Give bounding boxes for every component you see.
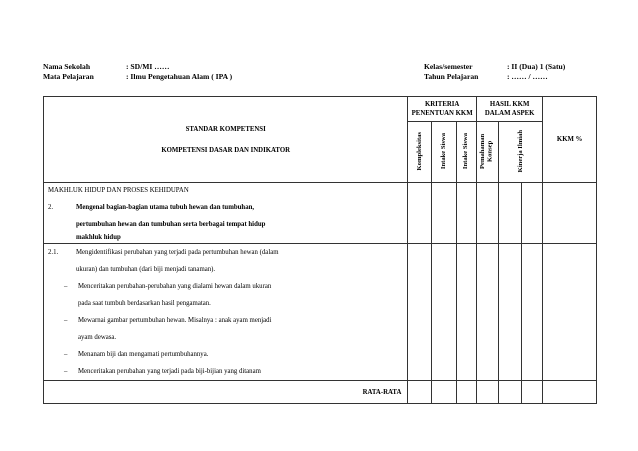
indicator-item-cont	[44, 329, 407, 346]
intake-siswa-cell-1	[431, 122, 456, 183]
sk-text	[44, 199, 407, 243]
pemahaman-konsep-cell	[476, 122, 499, 183]
indicator-item	[44, 312, 407, 329]
empty-cell	[431, 244, 456, 381]
empty-cell	[476, 244, 499, 381]
empty-cell	[499, 183, 522, 244]
indicator-item	[44, 363, 407, 380]
indicator-item	[44, 346, 407, 363]
standar-kompetensi-cell	[44, 97, 408, 183]
indicator-text: Menceritakan perubahan-perubahan yang dialami hewan dalam ukuran	[78, 283, 272, 290]
kkm-percent-header: KKM %	[543, 97, 597, 183]
empty-cell	[408, 244, 432, 381]
dash-glyph: –	[64, 283, 68, 290]
empty-cell	[408, 183, 432, 244]
sk-number: 2.	[48, 204, 54, 211]
indicator-item-cont	[44, 295, 407, 312]
empty-cell	[431, 183, 456, 244]
kriteria-line1: KRITERIA	[424, 101, 460, 108]
tahun-value: : …… / ……	[507, 72, 548, 81]
empty-cell	[499, 381, 522, 404]
kd-text	[44, 244, 407, 278]
kd-row	[44, 244, 597, 381]
intake-siswa-cell-2	[456, 122, 476, 183]
empty-cell	[476, 183, 499, 244]
empty-cell	[456, 244, 476, 381]
kompleksitas-label: Kompleksitas	[415, 131, 423, 171]
hasil-header	[476, 97, 542, 122]
hasil-line2: DALAM ASPEK	[484, 110, 535, 117]
indicator-text: Mewarnai gambar pertumbuhan hewan. Misalnya : anak ayam menjadi	[78, 317, 272, 324]
kelas-row	[424, 62, 565, 71]
pemahaman-konsep-label: Pemahaman Konsep	[478, 133, 494, 169]
rata-rata-label: RATA-RATA	[44, 381, 408, 404]
sk-line-3: makhluk hidup	[76, 234, 121, 241]
dash-glyph: –	[64, 351, 68, 358]
kd-number: 2.1.	[48, 249, 59, 256]
tahun-row	[424, 72, 548, 81]
empty-cell	[543, 183, 597, 244]
empty-cell	[521, 381, 542, 404]
indicator-text: ayam dewasa.	[78, 334, 117, 341]
empty-cell	[521, 183, 542, 244]
empty-cell	[543, 381, 597, 404]
kd-block	[44, 244, 407, 278]
nama-sekolah-row	[43, 62, 169, 71]
sk-line-1: Mengenal bagian-bagian utama tubuh hewan dan tumbuhan,	[76, 204, 255, 211]
kompetensi-dasar-title: KOMPETENSI DASAR DAN INDIKATOR	[161, 146, 291, 154]
mata-pelajaran-label: Mata Pelajaran	[43, 72, 94, 81]
empty-cell	[456, 381, 476, 404]
standar-content-cell	[44, 183, 408, 244]
empty-cell	[431, 381, 456, 404]
kd-line-1: Mengidentifikasi perubahan yang terjadi pada pertumbuhan hewan (dalam	[76, 249, 279, 256]
nama-sekolah-value: : SD/MI ……	[126, 62, 170, 71]
mata-pelajaran-row	[43, 72, 232, 81]
kkm-table	[43, 96, 597, 404]
kinerja-ilmiah-cell	[499, 122, 543, 183]
dash-glyph: –	[64, 317, 68, 324]
empty-cell	[408, 381, 432, 404]
hasil-line1: HASIL KKM	[489, 101, 530, 108]
header-row-1	[44, 97, 597, 122]
section-title: MAKHLUK HIDUP DAN PROSES KEHIDUPAN	[48, 187, 189, 194]
sk-block	[44, 199, 407, 243]
empty-cell	[543, 244, 597, 381]
mata-pelajaran-value: : Ilmu Pengetahuan Alam ( IPA )	[126, 72, 233, 81]
rata-rata-row	[44, 381, 597, 404]
kd-line-2: ukuran) dan tumbuhan (dari biji menjadi tanaman).	[76, 266, 216, 273]
kriteria-line2: PENENTUAN KKM	[411, 110, 473, 117]
nama-sekolah-label: Nama Sekolah	[43, 62, 91, 71]
empty-cell	[521, 244, 542, 381]
indicator-text: Menceritakan perubahan yang terjadi pada biji-bijian yang ditanam	[78, 368, 261, 375]
tahun-label: Tahun Pelajaran	[424, 72, 479, 81]
kelas-label: Kelas/semester	[424, 62, 473, 71]
standar-kompetensi-title: STANDAR KOMPETENSI	[185, 125, 266, 133]
kompleksitas-cell	[408, 122, 432, 183]
dash-glyph: –	[64, 368, 68, 375]
kd-content-cell	[44, 244, 408, 381]
kriteria-header	[408, 97, 477, 122]
kelas-value: : II (Dua) 1 (Satu)	[507, 62, 566, 71]
indicator-text: Menanam biji dan mengamati pertumbuhannya.	[78, 351, 209, 358]
indicator-item	[44, 278, 407, 295]
intake-siswa-label-2: Intake Siswa	[462, 132, 470, 170]
indicator-list	[44, 278, 407, 380]
kinerja-ilmiah-label: Kinerja Ilmiah	[517, 129, 525, 173]
intake-siswa-label-1: Intake Siswa	[439, 132, 447, 170]
empty-cell	[456, 183, 476, 244]
empty-cell	[476, 381, 499, 404]
standar-row	[44, 183, 597, 244]
indicator-text: pada saat tumbuh berdasarkan hasil pengamatan.	[78, 300, 211, 307]
sk-line-2: pertumbuhan hewan dan tumbuhan serta berbagai tempat hidup	[76, 221, 266, 228]
empty-cell	[499, 244, 522, 381]
